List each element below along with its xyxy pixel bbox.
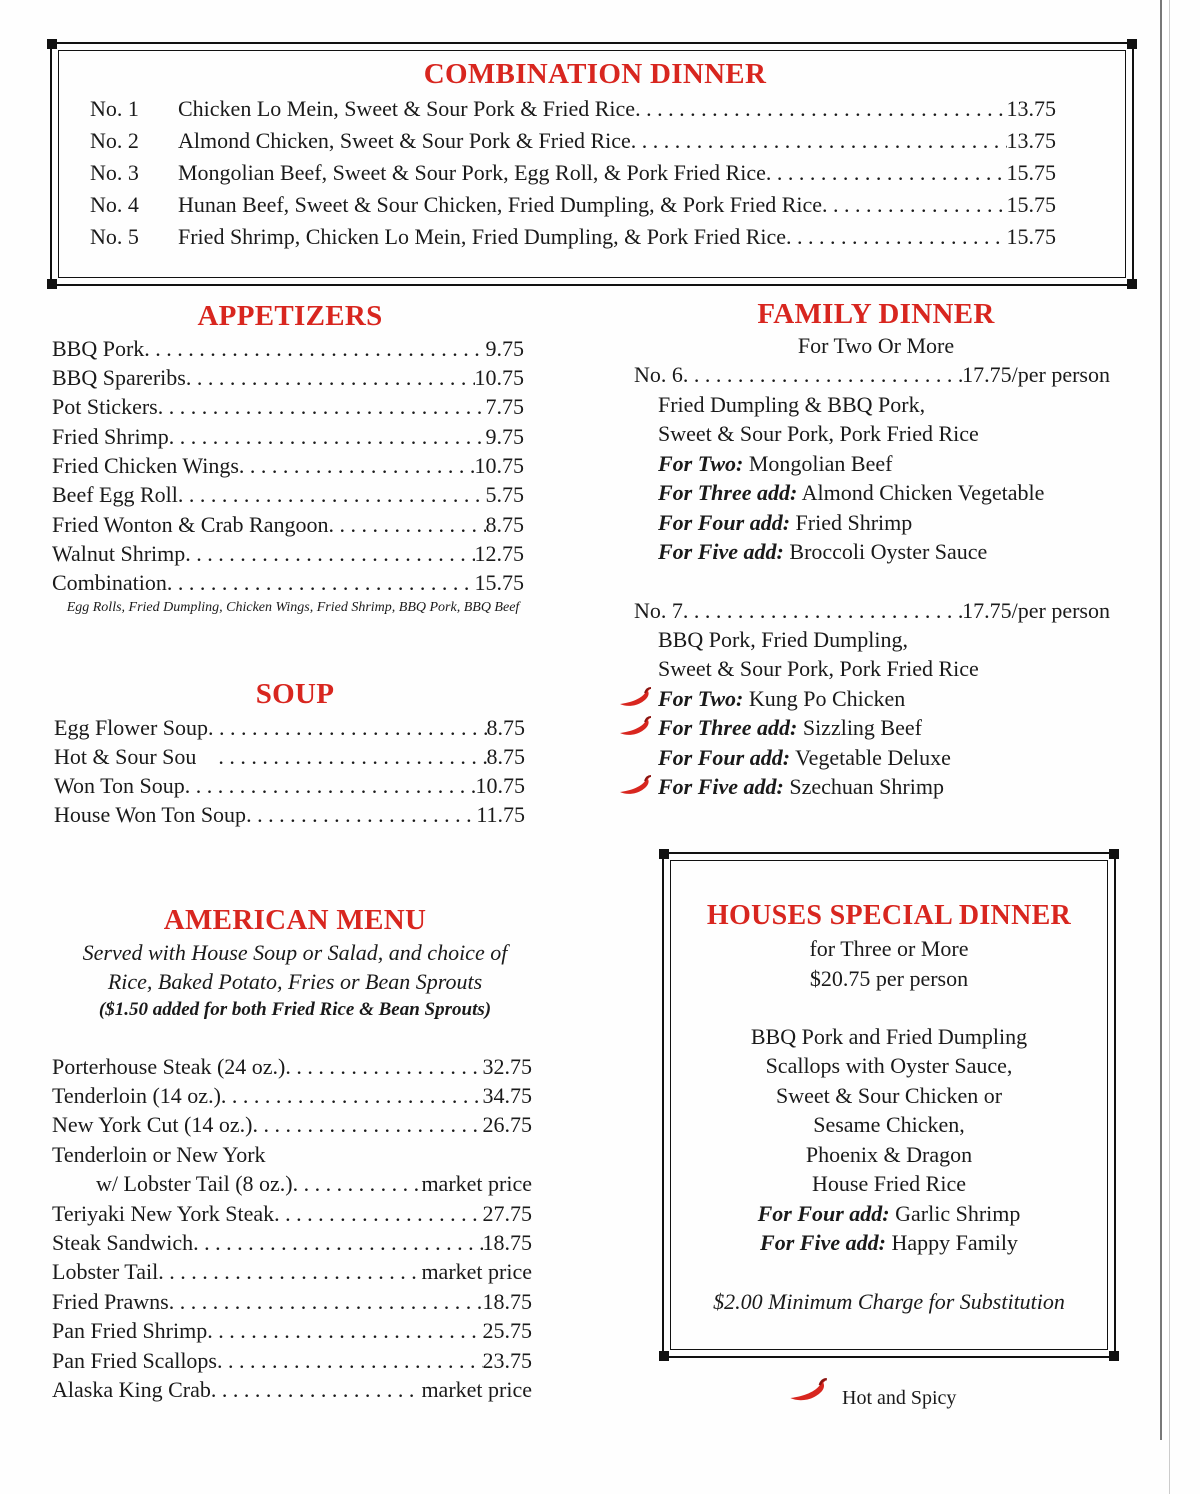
- soup-title: SOUP: [255, 678, 335, 710]
- list-item: Alaska King Crab . . . market price: [52, 1376, 532, 1404]
- list-item: Combination . . . 15.75: [52, 569, 524, 597]
- list-item: BBQ Pork . . . 9.75: [52, 335, 524, 363]
- list-item: Steak Sandwich . . . 18.75: [52, 1229, 532, 1257]
- family-no7-line2: Sweet & Sour Pork, Pork Fried Rice: [658, 656, 979, 681]
- list-item: New York Cut (14 oz.) . . . 26.75: [52, 1111, 532, 1139]
- list-item: Pot Stickers . . . 7.75: [52, 393, 524, 421]
- list-item: House Won Ton Soup . . . 11.75: [54, 801, 525, 829]
- house-special-title: HOUSES SPECIAL DINNER: [706, 900, 1072, 931]
- family-no7-add: For Three add: Sizzling Beef: [658, 715, 922, 740]
- list-item: For Four add: Garlic Shrimp: [757, 1201, 1021, 1226]
- list-item: Beef Egg Roll . . . 5.75: [52, 481, 524, 509]
- american-note-1: Served with House Soup or Salad, and choice of: [82, 940, 508, 965]
- family-no7-add: For Five add: Szechuan Shrimp: [658, 774, 944, 799]
- family-no7-line1: BBQ Pork, Fried Dumpling,: [658, 627, 908, 652]
- list-item: Porterhouse Steak (24 oz.) . . . 32.75: [52, 1053, 532, 1081]
- american-note-3: ($1.50 added for both Fried Rice & Bean Sprouts): [98, 999, 492, 1020]
- chili-pepper-icon: [788, 1378, 828, 1404]
- family-no6-add: For Four add: Fried Shrimp: [658, 510, 913, 535]
- family-no6-line1: Fried Dumpling & BBQ Pork,: [658, 392, 926, 417]
- family-no6-add: For Three add: Almond Chicken Vegetable: [658, 480, 1045, 505]
- page-fold: [1169, 0, 1170, 1494]
- list-item: Tenderloin or New York: [52, 1142, 266, 1167]
- list-item: House Fried Rice: [812, 1171, 966, 1196]
- list-item: Fried Chicken Wings . . . 10.75: [52, 452, 524, 480]
- family-no6-add: For Two: Mongolian Beef: [658, 451, 893, 476]
- family-no7-add: For Two: Kung Po Chicken: [658, 686, 906, 711]
- house-special-sub2: $20.75 per person: [809, 966, 969, 991]
- legend-label: Hot and Spicy: [842, 1387, 957, 1409]
- list-item: Hot & Sour Sou . . . 8.75: [54, 743, 525, 771]
- family-subtitle: For Two Or More: [797, 333, 955, 358]
- list-item: Teriyaki New York Steak . . . 27.75: [52, 1200, 532, 1228]
- list-item: Fried Prawns . . . 18.75: [52, 1288, 532, 1316]
- chili-pepper-icon: [618, 716, 652, 738]
- list-item: Tenderloin (14 oz.) . . . 34.75: [52, 1082, 532, 1110]
- list-item: Scallops with Oyster Sauce,: [765, 1053, 1013, 1078]
- family-title: FAMILY DINNER: [757, 298, 995, 330]
- list-item: w/ Lobster Tail (8 oz.) . . . market price: [96, 1170, 532, 1198]
- family-no7-add: For Four add: Vegetable Deluxe: [658, 745, 951, 770]
- american-note-2: Rice, Baked Potato, Fries or Bean Sprouts: [107, 969, 483, 994]
- chili-pepper-icon: [618, 775, 652, 797]
- list-item: Fried Wonton & Crab Rangoon . . . 8.75: [52, 511, 524, 539]
- list-item: No. 6 . . . 17.75/per person: [634, 361, 1110, 389]
- family-no6-line2: Sweet & Sour Pork, Pork Fried Rice: [658, 421, 979, 446]
- appetizers-title: APPETIZERS: [197, 300, 383, 332]
- list-item: Pan Fried Scallops . . . 23.75: [52, 1347, 532, 1375]
- american-title: AMERICAN MENU: [163, 904, 427, 936]
- page-edge: [1160, 0, 1162, 1440]
- list-item: Phoenix & Dragon: [805, 1142, 973, 1167]
- substitution-note: $2.00 Minimum Charge for Substitution: [713, 1289, 1065, 1314]
- list-item: BBQ Spareribs . . . 10.75: [52, 364, 524, 392]
- list-item: Won Ton Soup . . . 10.75: [54, 772, 525, 800]
- list-item: Sweet & Sour Chicken or: [775, 1083, 1003, 1108]
- list-item: Walnut Shrimp . . . 12.75: [52, 540, 524, 568]
- combination-title: COMBINATION DINNER: [423, 58, 767, 90]
- list-item: Lobster Tail . . . market price: [52, 1258, 532, 1286]
- list-item: Egg Flower Soup . . . 8.75: [54, 714, 525, 742]
- list-item: For Five add: Happy Family: [760, 1230, 1018, 1255]
- chili-pepper-icon: [618, 687, 652, 709]
- list-item: Pan Fried Shrimp . . . 25.75: [52, 1317, 532, 1345]
- family-no6-add: For Five add: Broccoli Oyster Sauce: [658, 539, 988, 564]
- house-special-sub1: for Three or More: [809, 936, 969, 961]
- combination-note: Egg Rolls, Fried Dumpling, Chicken Wings, Fried Shrimp, BBQ Pork, BBQ Beef: [66, 600, 520, 615]
- list-item: Fried Shrimp . . . 9.75: [52, 423, 524, 451]
- list-item: No. 7 . . . 17.75/per person: [634, 597, 1110, 625]
- list-item: Sesame Chicken,: [813, 1112, 965, 1137]
- list-item: BBQ Pork and Fried Dumpling: [750, 1024, 1028, 1049]
